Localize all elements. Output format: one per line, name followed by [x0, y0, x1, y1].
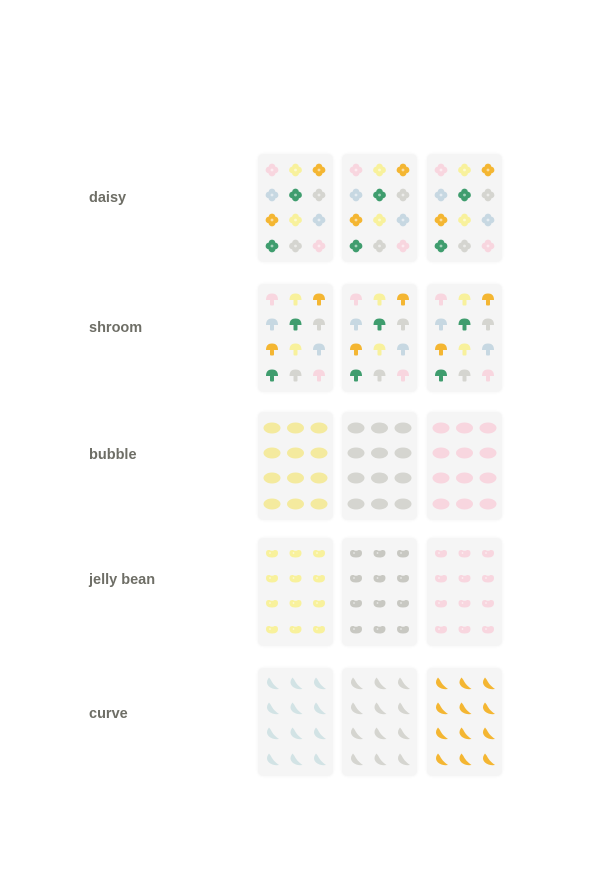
bean-sticker	[313, 626, 325, 634]
bean-sticker	[435, 575, 447, 583]
sticker-sheet-shroom-2[interactable]	[342, 284, 417, 392]
curve-sticker	[483, 754, 495, 766]
flower-sticker	[266, 164, 279, 177]
mushroom-sticker	[374, 319, 386, 331]
oval-sticker	[395, 473, 412, 484]
bean-sticker	[290, 575, 302, 583]
sticker-grid	[427, 538, 502, 646]
mushroom-sticker	[313, 344, 325, 356]
oval-sticker	[433, 448, 450, 459]
mushroom-sticker	[350, 294, 362, 306]
mushroom-sticker	[435, 370, 447, 382]
mushroom-sticker	[435, 319, 447, 331]
oval-sticker	[311, 499, 328, 510]
mushroom-sticker	[482, 294, 494, 306]
flower-sticker	[482, 189, 495, 202]
flower-sticker	[289, 214, 302, 227]
oval-sticker	[287, 473, 304, 484]
curve-sticker	[351, 678, 363, 690]
bean-sticker	[459, 550, 471, 558]
sticker-sheet-bubble-2[interactable]	[342, 412, 417, 520]
row-label-jelly-bean: jelly bean	[89, 572, 156, 588]
bean-sticker	[313, 550, 325, 558]
mushroom-sticker	[266, 344, 278, 356]
mushroom-sticker	[459, 319, 471, 331]
row-label-bubble: bubble	[89, 447, 137, 463]
oval-sticker	[348, 499, 365, 510]
mushroom-sticker	[482, 370, 494, 382]
oval-sticker	[395, 499, 412, 510]
row-label-daisy: daisy	[89, 190, 127, 206]
oval-sticker	[456, 448, 473, 459]
sticker-grid	[258, 412, 333, 520]
oval-sticker	[287, 423, 304, 434]
oval-sticker	[264, 473, 281, 484]
curve-sticker	[375, 703, 387, 715]
curve-sticker	[398, 728, 410, 740]
row-label-shroom: shroom	[89, 320, 143, 336]
sticker-grid	[427, 284, 502, 392]
bean-sticker	[290, 550, 302, 558]
mushroom-sticker	[290, 370, 302, 382]
bean-sticker	[350, 550, 362, 558]
curve-sticker	[436, 728, 448, 740]
bean-sticker	[397, 600, 409, 608]
flower-sticker	[482, 214, 495, 227]
flower-sticker	[458, 189, 471, 202]
oval-sticker	[480, 473, 497, 484]
flower-sticker	[266, 240, 279, 253]
flower-sticker	[266, 189, 279, 202]
mushroom-sticker	[374, 344, 386, 356]
flower-sticker	[350, 214, 363, 227]
oval-sticker	[287, 448, 304, 459]
curve-sticker	[291, 678, 303, 690]
oval-sticker	[433, 473, 450, 484]
oval-sticker	[433, 499, 450, 510]
bean-sticker	[290, 600, 302, 608]
sticker-sheet-shroom-3[interactable]	[427, 284, 502, 392]
curve-sticker	[375, 678, 387, 690]
oval-sticker	[264, 423, 281, 434]
mushroom-sticker	[350, 344, 362, 356]
curve-sticker	[398, 703, 410, 715]
bean-sticker	[482, 626, 494, 634]
flower-sticker	[458, 164, 471, 177]
flower-sticker	[313, 240, 326, 253]
bean-sticker	[350, 626, 362, 634]
oval-sticker	[264, 448, 281, 459]
flower-sticker	[482, 240, 495, 253]
oval-sticker	[395, 448, 412, 459]
oval-sticker	[456, 499, 473, 510]
mushroom-sticker	[397, 344, 409, 356]
bean-sticker	[374, 550, 386, 558]
mushroom-sticker	[397, 294, 409, 306]
bean-sticker	[482, 550, 494, 558]
sticker-grid	[342, 668, 417, 776]
row-label-curve: curve	[89, 706, 128, 722]
bean-sticker	[266, 550, 278, 558]
bean-sticker	[397, 626, 409, 634]
mushroom-sticker	[459, 294, 471, 306]
flower-sticker	[289, 240, 302, 253]
curve-sticker	[436, 754, 448, 766]
flower-sticker	[313, 189, 326, 202]
oval-sticker	[311, 473, 328, 484]
flower-sticker	[458, 240, 471, 253]
mushroom-sticker	[266, 370, 278, 382]
sticker-sheet-jelly-bean-2[interactable]	[342, 538, 417, 646]
flower-sticker	[482, 164, 495, 177]
curve-sticker	[483, 703, 495, 715]
bean-sticker	[350, 575, 362, 583]
oval-sticker	[371, 473, 388, 484]
curve-sticker	[436, 678, 448, 690]
mushroom-sticker	[266, 294, 278, 306]
flower-sticker	[435, 214, 448, 227]
sticker-grid	[427, 668, 502, 776]
sticker-grid	[342, 412, 417, 520]
curve-sticker	[460, 728, 472, 740]
oval-sticker	[480, 423, 497, 434]
oval-sticker	[480, 448, 497, 459]
curve-sticker	[314, 678, 326, 690]
flower-sticker	[397, 240, 410, 253]
curve-sticker	[460, 754, 472, 766]
bean-sticker	[266, 575, 278, 583]
oval-sticker	[395, 423, 412, 434]
flower-sticker	[435, 164, 448, 177]
mushroom-sticker	[482, 319, 494, 331]
mushroom-sticker	[397, 370, 409, 382]
sticker-sheet-jelly-bean-1[interactable]	[258, 538, 333, 646]
bean-sticker	[435, 626, 447, 634]
curve-sticker	[314, 703, 326, 715]
sticker-grid	[258, 668, 333, 776]
sticker-grid	[258, 538, 333, 646]
sticker-grid	[342, 284, 417, 392]
curve-sticker	[375, 754, 387, 766]
mushroom-sticker	[482, 344, 494, 356]
bean-sticker	[313, 575, 325, 583]
mushroom-sticker	[313, 294, 325, 306]
sticker-sheet-curve-2[interactable]	[342, 668, 417, 776]
bean-sticker	[374, 626, 386, 634]
curve-sticker	[291, 703, 303, 715]
oval-sticker	[371, 448, 388, 459]
sticker-sheet-jelly-bean-3[interactable]	[427, 538, 502, 646]
oval-sticker	[371, 423, 388, 434]
bean-sticker	[266, 600, 278, 608]
flower-sticker	[458, 214, 471, 227]
sticker-sheet-daisy-1[interactable]	[258, 154, 333, 262]
mushroom-sticker	[459, 344, 471, 356]
bean-sticker	[482, 575, 494, 583]
flower-sticker	[350, 189, 363, 202]
sticker-sheet-daisy-3[interactable]	[427, 154, 502, 262]
oval-sticker	[264, 499, 281, 510]
flower-sticker	[373, 240, 386, 253]
flower-sticker	[313, 164, 326, 177]
mushroom-sticker	[397, 319, 409, 331]
flower-sticker	[313, 214, 326, 227]
sticker-grid	[427, 154, 502, 262]
bean-sticker	[313, 600, 325, 608]
oval-sticker	[311, 423, 328, 434]
flower-sticker	[397, 214, 410, 227]
sticker-sheet-curve-3[interactable]	[427, 668, 502, 776]
curve-sticker	[314, 754, 326, 766]
curve-sticker	[351, 703, 363, 715]
flower-sticker	[397, 189, 410, 202]
curve-sticker	[291, 728, 303, 740]
sticker-sheet-curve-1[interactable]	[258, 668, 333, 776]
oval-sticker	[311, 448, 328, 459]
curve-sticker	[267, 754, 279, 766]
bean-sticker	[459, 600, 471, 608]
mushroom-sticker	[374, 294, 386, 306]
oval-sticker	[480, 499, 497, 510]
sticker-grid	[258, 284, 333, 392]
sticker-grid	[342, 538, 417, 646]
bean-sticker	[374, 575, 386, 583]
flower-sticker	[397, 164, 410, 177]
curve-sticker	[351, 754, 363, 766]
mushroom-sticker	[266, 319, 278, 331]
flower-sticker	[373, 214, 386, 227]
curve-sticker	[436, 703, 448, 715]
flower-sticker	[289, 164, 302, 177]
curve-sticker	[314, 728, 326, 740]
curve-sticker	[460, 678, 472, 690]
oval-sticker	[287, 499, 304, 510]
flower-sticker	[266, 214, 279, 227]
curve-sticker	[267, 703, 279, 715]
flower-sticker	[373, 164, 386, 177]
mushroom-sticker	[313, 319, 325, 331]
flower-sticker	[350, 240, 363, 253]
oval-sticker	[433, 423, 450, 434]
mushroom-sticker	[374, 370, 386, 382]
sticker-grid	[258, 154, 333, 262]
bean-sticker	[435, 600, 447, 608]
oval-sticker	[456, 473, 473, 484]
mushroom-sticker	[350, 319, 362, 331]
mushroom-sticker	[313, 370, 325, 382]
oval-sticker	[456, 423, 473, 434]
mushroom-sticker	[350, 370, 362, 382]
flower-sticker	[435, 189, 448, 202]
sticker-grid	[427, 412, 502, 520]
curve-sticker	[398, 678, 410, 690]
flower-sticker	[435, 240, 448, 253]
mushroom-sticker	[290, 344, 302, 356]
bean-sticker	[482, 600, 494, 608]
bean-sticker	[374, 600, 386, 608]
curve-sticker	[398, 754, 410, 766]
sticker-sheet-bubble-3[interactable]	[427, 412, 502, 520]
oval-sticker	[348, 473, 365, 484]
bean-sticker	[397, 550, 409, 558]
curve-sticker	[351, 728, 363, 740]
curve-sticker	[460, 703, 472, 715]
bean-sticker	[459, 575, 471, 583]
flower-sticker	[373, 189, 386, 202]
bean-sticker	[290, 626, 302, 634]
curve-sticker	[291, 754, 303, 766]
mushroom-sticker	[435, 344, 447, 356]
curve-sticker	[483, 678, 495, 690]
bean-sticker	[397, 575, 409, 583]
oval-sticker	[348, 448, 365, 459]
sticker-sheet-shroom-1[interactable]	[258, 284, 333, 392]
mushroom-sticker	[290, 319, 302, 331]
flower-sticker	[289, 189, 302, 202]
bean-sticker	[350, 600, 362, 608]
curve-sticker	[483, 728, 495, 740]
curve-sticker	[267, 678, 279, 690]
curve-sticker	[267, 728, 279, 740]
flower-sticker	[350, 164, 363, 177]
mushroom-sticker	[459, 370, 471, 382]
bean-sticker	[266, 626, 278, 634]
oval-sticker	[371, 499, 388, 510]
bean-sticker	[459, 626, 471, 634]
sticker-sheet-daisy-2[interactable]	[342, 154, 417, 262]
sticker-grid	[342, 154, 417, 262]
oval-sticker	[348, 423, 365, 434]
mushroom-sticker	[290, 294, 302, 306]
mushroom-sticker	[435, 294, 447, 306]
bean-sticker	[435, 550, 447, 558]
sticker-sheet-bubble-1[interactable]	[258, 412, 333, 520]
curve-sticker	[375, 728, 387, 740]
